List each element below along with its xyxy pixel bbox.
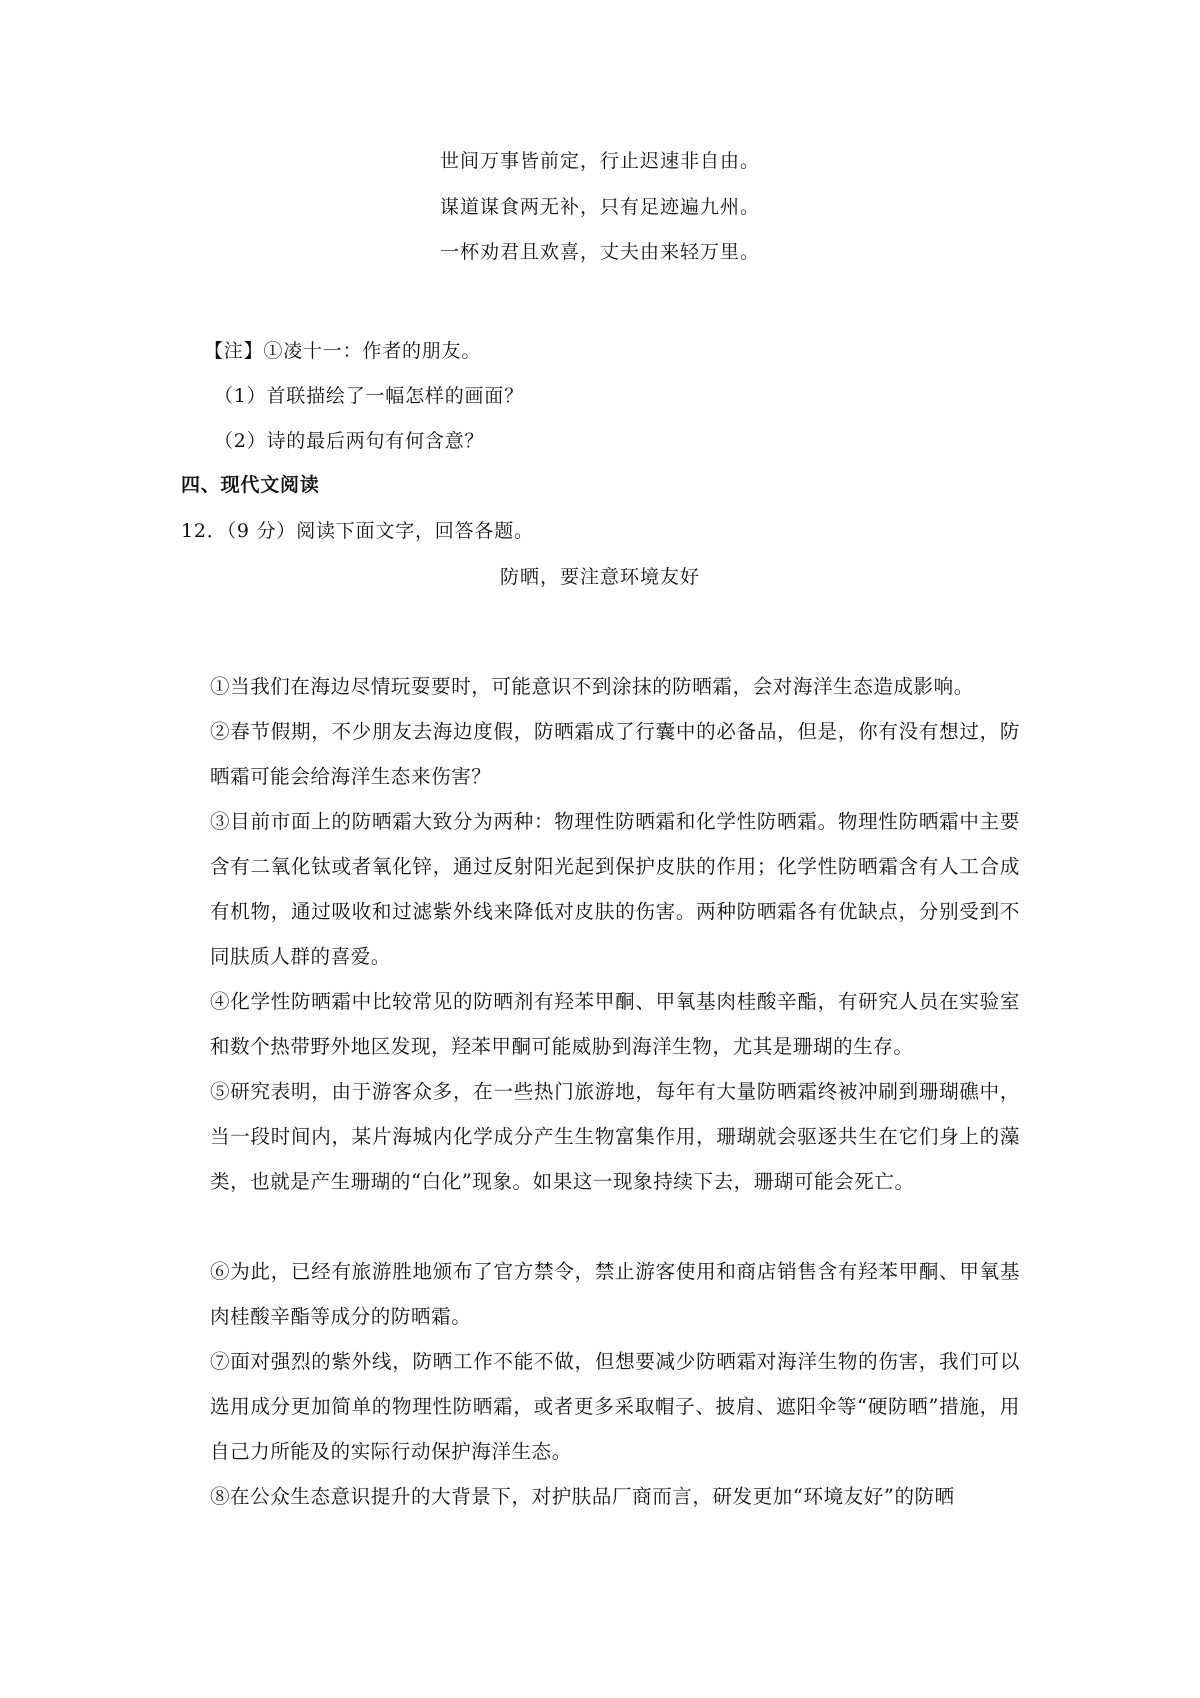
paragraph-3: ③目前市面上的防晒霜大致分为两种：物理性防晒霜和化学性防晒霜。物理性防晒霜中主要含有二氧化钛或者氧化锌，通过反射阳光起到保护皮肤的作用；化学性防晒霜含有人工合成有机物，通过吸收和过滤紫外线来降低对皮肤的伤害。两种防晒霜各有优缺点，分别受到不同肤质人群的喜爱。 <box>210 810 1020 968</box>
poem-line-3: 一杯劝君且欢喜，丈夫由来轻万里。 <box>439 241 760 263</box>
poem-note: 【注】①凌十一：作者的朋友。 <box>204 340 482 362</box>
question-intro: 12．（9 分）阅读下面文字，回答各题。 <box>181 520 534 542</box>
article-title: 防晒，要注意环境友好 <box>499 566 700 588</box>
paragraph-5: ⑤研究表明，由于游客众多，在一些热门旅游地，每年有大量防晒霜终被冲刷到珊瑚礁中，当一段时间内，某片海城内化学成分产生生物富集作用，珊瑚就会驱逐共生在它们身上的藻类，也就是产生珊瑚的“白化”现象。如果这一现象持续下去，珊瑚可能会死亡。 <box>210 1080 1020 1193</box>
paragraph-7: ⑦面对强烈的紫外线，防晒工作不能不做，但想要减少防晒霜对海洋生物的伤害，我们可以选用成分更加简单的物理性防晒霜，或者更多采取帽子、披肩、遮阳伞等“硬防晒”措施，用自己力所能及的实际行动保护海洋生态。 <box>210 1350 1020 1463</box>
poem-line-1: 世间万事皆前定，行止迟速非自由。 <box>439 150 760 172</box>
paragraph-1: ①当我们在海边尽情玩耍要时，可能意识不到涂抹的防晒霜，会对海洋生态造成影响。 <box>210 675 974 698</box>
paragraph-8: ⑧在公众生态意识提升的大背景下，对护肤品厂商而言，研发更加“环境友好”的防晒 <box>210 1485 955 1508</box>
poem-line-2: 谋道谋食两无补，只有足迹遍九州。 <box>439 196 760 218</box>
paragraph-4: ④化学性防晒霜中比较常见的防晒剂有羟苯甲酮、甲氧基肉桂酸辛酯，有研究人员在实验室和数个热带野外地区发现，羟苯甲酮可能威胁到海洋生物，尤其是珊瑚的生存。 <box>210 990 1020 1058</box>
paragraph-6: ⑥为此，已经有旅游胜地颁布了官方禁令，禁止游客使用和商店销售含有羟苯甲酮、甲氧基肉桂酸辛酯等成分的防晒霜。 <box>210 1260 1020 1328</box>
paragraph-2: ②春节假期，不少朋友去海边度假，防晒霜成了行囊中的必备品，但是，你有没有想过，防晒霜可能会给海洋生态来伤害？ <box>210 720 1020 788</box>
sub-question-2: （2）诗的最后两句有何含意？ <box>214 430 485 452</box>
section-heading: 四、现代文阅读 <box>181 474 320 496</box>
sub-question-1: （1）首联描绘了一幅怎样的画面？ <box>214 385 524 407</box>
